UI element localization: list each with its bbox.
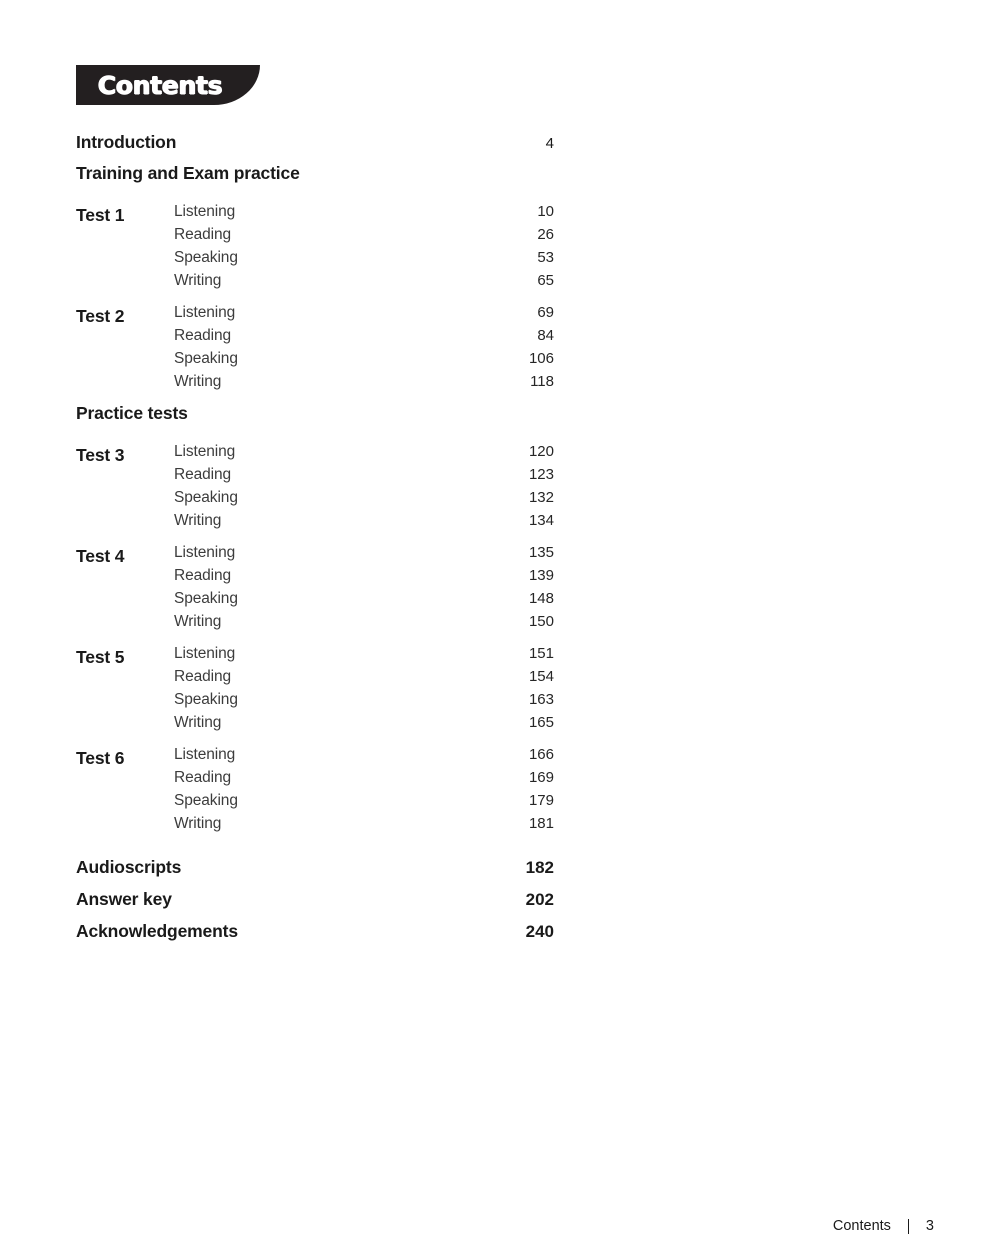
toc-entry-listening[interactable] bbox=[174, 203, 554, 226]
table-of-contents bbox=[76, 132, 554, 953]
toc-entry-label: Speaking bbox=[174, 489, 238, 506]
toc-entry-writing[interactable] bbox=[174, 714, 554, 737]
toc-entry-speaking[interactable] bbox=[174, 350, 554, 373]
toc-entry-reading[interactable] bbox=[174, 769, 554, 792]
toc-entry-reading[interactable] bbox=[174, 567, 554, 590]
toc-entry-label: Speaking bbox=[174, 590, 238, 607]
toc-entry-speaking[interactable] bbox=[174, 792, 554, 815]
toc-entry-page: 134 bbox=[528, 512, 554, 529]
toc-group-test-1 bbox=[76, 203, 554, 295]
toc-entry-speaking[interactable] bbox=[174, 590, 554, 613]
toc-entry-listening[interactable] bbox=[174, 645, 554, 668]
toc-entry-label: Writing bbox=[174, 512, 222, 529]
spacer bbox=[76, 396, 554, 403]
toc-entry-writing[interactable] bbox=[174, 373, 554, 396]
toc-entry-label: Answer key bbox=[76, 889, 172, 909]
toc-entry-writing[interactable] bbox=[174, 815, 554, 838]
toc-entry-label: Speaking bbox=[174, 350, 238, 367]
toc-entry-page: 139 bbox=[528, 567, 554, 584]
toc-group-title: Test 5 bbox=[76, 647, 125, 667]
toc-entry-reading[interactable] bbox=[174, 327, 554, 350]
toc-entry-listening[interactable] bbox=[174, 443, 554, 466]
toc-entry-page: 169 bbox=[528, 769, 554, 786]
toc-entry-label: Introduction bbox=[76, 132, 177, 152]
toc-entry-page: 10 bbox=[537, 203, 554, 220]
toc-group-title: Test 6 bbox=[76, 748, 125, 768]
toc-entry-page: 154 bbox=[528, 668, 554, 685]
toc-entry-introduction[interactable] bbox=[76, 132, 554, 163]
toc-group-skills bbox=[174, 544, 554, 636]
toc-entry-page: 166 bbox=[528, 746, 554, 763]
toc-entry-page: 123 bbox=[528, 466, 554, 483]
toc-entry-label: Reading bbox=[174, 226, 232, 243]
toc-entry-label: Reading bbox=[174, 567, 232, 584]
toc-entry-label: Writing bbox=[174, 272, 222, 289]
toc-entry-reading[interactable] bbox=[174, 226, 554, 249]
toc-entry-page: 240 bbox=[525, 922, 554, 941]
toc-entry-label: Reading bbox=[174, 466, 232, 483]
toc-entry-label: Speaking bbox=[174, 792, 238, 809]
toc-entry-listening[interactable] bbox=[174, 544, 554, 567]
toc-section-training-and-exam-practice bbox=[76, 163, 554, 194]
toc-entry-label: Listening bbox=[174, 304, 236, 321]
toc-group-title: Test 2 bbox=[76, 306, 125, 326]
toc-group-test-5 bbox=[76, 645, 554, 737]
toc-group-skills bbox=[174, 203, 554, 295]
toc-entry-listening[interactable] bbox=[174, 304, 554, 327]
toc-entry-page: 69 bbox=[537, 304, 554, 321]
toc-entry-label: Listening bbox=[174, 645, 236, 662]
toc-section-label: Practice tests bbox=[76, 403, 188, 423]
toc-group-title: Test 1 bbox=[76, 205, 125, 225]
toc-entry-page: 118 bbox=[530, 373, 554, 390]
toc-entry-page: 148 bbox=[528, 590, 554, 607]
toc-entry-page: 65 bbox=[537, 272, 554, 289]
toc-back-matter bbox=[76, 857, 554, 953]
toc-entry-label: Reading bbox=[174, 327, 232, 344]
toc-entry-label: Writing bbox=[174, 613, 222, 630]
toc-entry-speaking[interactable] bbox=[174, 249, 554, 272]
toc-group-skills bbox=[174, 304, 554, 396]
toc-group-test-6 bbox=[76, 746, 554, 838]
toc-entry-label: Speaking bbox=[174, 249, 238, 266]
toc-group-skills bbox=[174, 746, 554, 838]
toc-entry-page: 181 bbox=[528, 815, 554, 832]
toc-section-practice-tests bbox=[76, 403, 554, 434]
toc-group-skills bbox=[174, 645, 554, 737]
toc-entry-page: 179 bbox=[528, 792, 554, 809]
toc-entry-page: 202 bbox=[525, 890, 554, 909]
toc-entry-page: 182 bbox=[525, 858, 554, 877]
toc-entry-writing[interactable] bbox=[174, 613, 554, 636]
page-footer bbox=[833, 1218, 934, 1234]
toc-entry-page: 132 bbox=[528, 489, 554, 506]
toc-entry-label: Listening bbox=[174, 203, 236, 220]
toc-group-test-2 bbox=[76, 304, 554, 396]
toc-group-skills bbox=[174, 443, 554, 535]
toc-entry-label: Listening bbox=[174, 443, 236, 460]
toc-entry-writing[interactable] bbox=[174, 272, 554, 295]
toc-entry-listening[interactable] bbox=[174, 746, 554, 769]
toc-entry-audioscripts[interactable] bbox=[76, 857, 554, 889]
toc-entry-speaking[interactable] bbox=[174, 489, 554, 512]
toc-group-title: Test 3 bbox=[76, 445, 125, 465]
toc-entry-acknowledgements[interactable] bbox=[76, 921, 554, 953]
toc-entry-page: 26 bbox=[537, 226, 554, 243]
toc-entry-writing[interactable] bbox=[174, 512, 554, 535]
toc-entry-page: 4 bbox=[545, 135, 554, 152]
contents-banner bbox=[76, 65, 260, 105]
toc-entry-page: 84 bbox=[537, 327, 554, 344]
toc-entry-label: Writing bbox=[174, 714, 222, 731]
footer-section-label: Contents bbox=[832, 1218, 891, 1234]
toc-entry-label: Reading bbox=[174, 769, 232, 786]
toc-group-title: Test 4 bbox=[76, 546, 125, 566]
toc-group-test-4 bbox=[76, 544, 554, 636]
toc-entry-label: Listening bbox=[174, 544, 236, 561]
toc-entry-page: 165 bbox=[528, 714, 554, 731]
toc-entry-label: Acknowledgements bbox=[76, 921, 238, 941]
toc-entry-page: 150 bbox=[528, 613, 554, 630]
toc-entry-page: 53 bbox=[537, 249, 554, 266]
footer-separator bbox=[908, 1219, 909, 1234]
toc-entry-page: 151 bbox=[528, 645, 554, 662]
toc-entry-answer-key[interactable] bbox=[76, 889, 554, 921]
toc-entry-reading[interactable] bbox=[174, 668, 554, 691]
toc-entry-reading[interactable] bbox=[174, 466, 554, 489]
toc-entry-page: 135 bbox=[528, 544, 554, 561]
toc-entry-label: Audioscripts bbox=[76, 857, 182, 877]
banner-title: Contents bbox=[97, 70, 223, 100]
toc-entry-label: Speaking bbox=[174, 691, 238, 708]
toc-entry-page: 120 bbox=[528, 443, 554, 460]
toc-entry-label: Writing bbox=[174, 815, 222, 832]
toc-entry-page: 106 bbox=[528, 350, 554, 367]
toc-section-label: Training and Exam practice bbox=[76, 163, 300, 183]
toc-entry-page: 163 bbox=[528, 691, 554, 708]
toc-entry-label: Writing bbox=[174, 373, 222, 390]
toc-group-test-3 bbox=[76, 443, 554, 535]
toc-entry-speaking[interactable] bbox=[174, 691, 554, 714]
toc-entry-label: Reading bbox=[174, 668, 232, 685]
footer-page-number: 3 bbox=[925, 1218, 934, 1234]
toc-entry-label: Listening bbox=[174, 746, 236, 763]
